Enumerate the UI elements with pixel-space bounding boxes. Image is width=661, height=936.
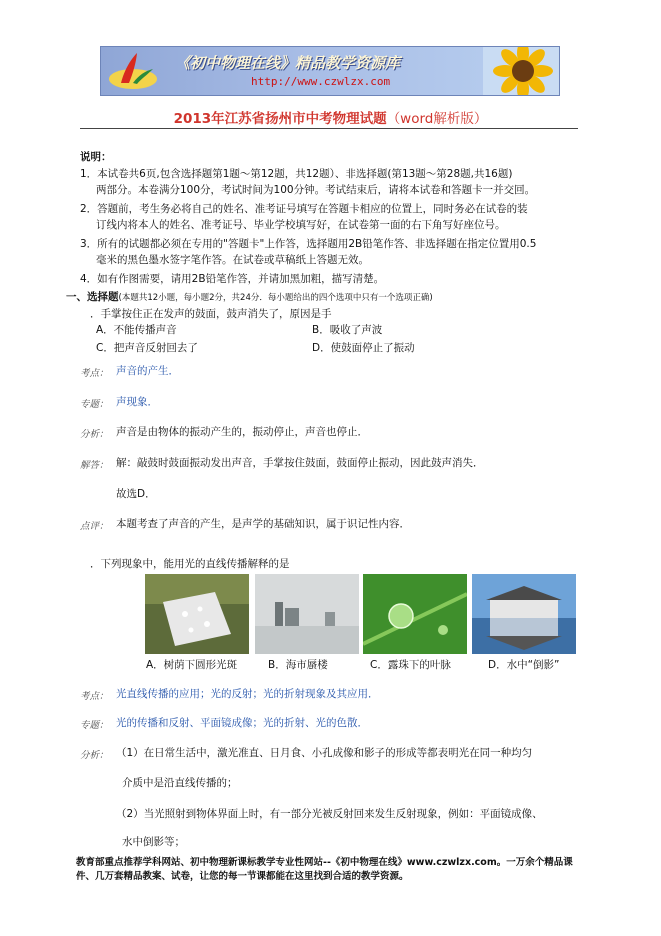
q2-caption-d: D．水中“倒影” — [488, 659, 560, 671]
document-title-suffix: （word解析版） — [386, 111, 488, 127]
q1-stem: ．手掌按住正在发声的鼓面，鼓声消失了，原因是手 — [90, 308, 332, 320]
q2-fenxi-label: 分析： — [80, 750, 109, 761]
section-heading — [66, 289, 433, 306]
q1-zhuanti: 声现象． — [116, 396, 158, 408]
instruction-1-line2: 两部分。本卷满分100分，考试时间为100分钟。考试结束后，请将本试卷和答题卡一并交回。 — [96, 184, 536, 196]
instruction-2-line2: 订线内将本人的姓名、准考证号、毕业学校填写好，在试卷第一面的右下角写好座位号。 — [96, 219, 506, 231]
q1-option-c: C．把声音反射回去了 — [96, 342, 198, 354]
q2-kaodian-label: 考点： — [80, 691, 109, 702]
instruction-2-line1: 2．答题前，考生务必将自己的姓名、准考证号填写在答题卡相应的位置上，同时务必在试卷的装 — [80, 203, 528, 215]
q2-zhuanti-label: 专题： — [80, 720, 109, 731]
q2-kaodian: 光直线传播的应用；光的反射；光的折射现象及其应用． — [116, 688, 379, 700]
q1-jieda-label: 解答： — [80, 460, 109, 471]
banner-title: 《初中物理在线》精品教学资源库 — [175, 54, 401, 72]
q1-zhuanti-label: 专题： — [80, 399, 109, 410]
q2-stem: ．下列现象中，能用光的直线传播解释的是 — [90, 558, 290, 570]
instruction-3-line1: 3．所有的试题都必须在专用的"答题卡"上作答，选择题用2B铅笔作答、非选择题在指定位置用0.5 — [80, 238, 537, 250]
instruction-4-line1: 4．如有作图需要，请用2B铅笔作答，并请加黑加粗，描写清楚。 — [80, 273, 385, 285]
q2-fenxi-2b: 水中倒影等； — [122, 836, 185, 848]
title-divider — [80, 128, 578, 129]
q2-fenxi-1a: （1）在日常生活中，激光准直、日月食、小孔成像和影子的形成等都表明光在同一种均匀 — [116, 747, 533, 759]
q1-option-d: D．使鼓面停止了振动 — [312, 342, 415, 354]
q1-jieda: 解：敲鼓时鼓面振动发出声音，手掌按住鼓面，鼓面停止振动，因此鼓声消失． — [116, 457, 484, 469]
section-note: (本题共12小题，每小题2分，共24分．每小题给出的四个选项中只有一个选项正确) — [118, 293, 433, 303]
instruction-3-line2: 毫米的黑色墨水签字笔作答。在试卷或草稿纸上答题无效。 — [96, 254, 369, 266]
header-banner — [100, 46, 560, 96]
site-logo-icon — [103, 49, 163, 93]
q1-fenxi: 声音是由物体的振动产生的，振动停止，声音也停止． — [116, 426, 368, 438]
q1-dianping: 本题考查了声音的产生，是声学的基础知识，属于识记性内容． — [116, 518, 410, 530]
q1-answer: 故选D． — [116, 488, 156, 500]
tree-shade-light-spots-image — [145, 574, 249, 654]
instructions-heading: 说明： — [80, 151, 112, 163]
document-title-main: 2013年江苏省扬州市中考物理试题 — [173, 111, 387, 127]
q2-fenxi-1b: 介质中是沿直线传播的； — [122, 777, 238, 789]
q2-zhuanti: 光的传播和反射、平面镜成像；光的折射、光的色散． — [116, 717, 368, 729]
sunflower-icon — [483, 46, 560, 96]
section-label: 一、选择题 — [66, 291, 119, 303]
q2-caption-b: B．海市蜃楼 — [268, 659, 328, 671]
banner-url: http://www.czwlzx.com — [251, 75, 391, 88]
dewdrop-leaf-image — [363, 574, 467, 654]
q1-option-a: A．不能传播声音 — [96, 324, 177, 336]
page-footer: 教育部重点推荐学科网站、初中物理新课标教学专业性网站--《初中物理在线》www.czwlzx.com。一万余个精品课件、几万套精品教案、试卷，让您的每一节课都能在这里找到合适的教学资源。 — [76, 857, 573, 882]
q1-option-b: B．吸收了声波 — [312, 324, 383, 336]
q1-fenxi-label: 分析： — [80, 429, 109, 440]
q2-caption-a: A．树荫下圆形光斑 — [146, 659, 238, 671]
mirage-image — [255, 574, 359, 654]
q2-caption-c: C．露珠下的叶脉 — [370, 659, 451, 671]
document-title — [0, 107, 661, 127]
q1-dianping-label: 点评： — [80, 521, 109, 532]
q2-fenxi-2a: （2）当光照射到物体界面上时，有一部分光被反射回来发生反射现象，例如：平面镜成像、 — [116, 808, 543, 820]
water-reflection-image — [472, 574, 576, 654]
instruction-1-line1: 1．本试卷共6页,包含选择题第1题～第12题，共12题）、非选择题(第13题～第28题,共16题) — [80, 168, 513, 180]
q1-kaodian: 声音的产生． — [116, 365, 179, 377]
q1-kaodian-label: 考点： — [80, 368, 109, 379]
